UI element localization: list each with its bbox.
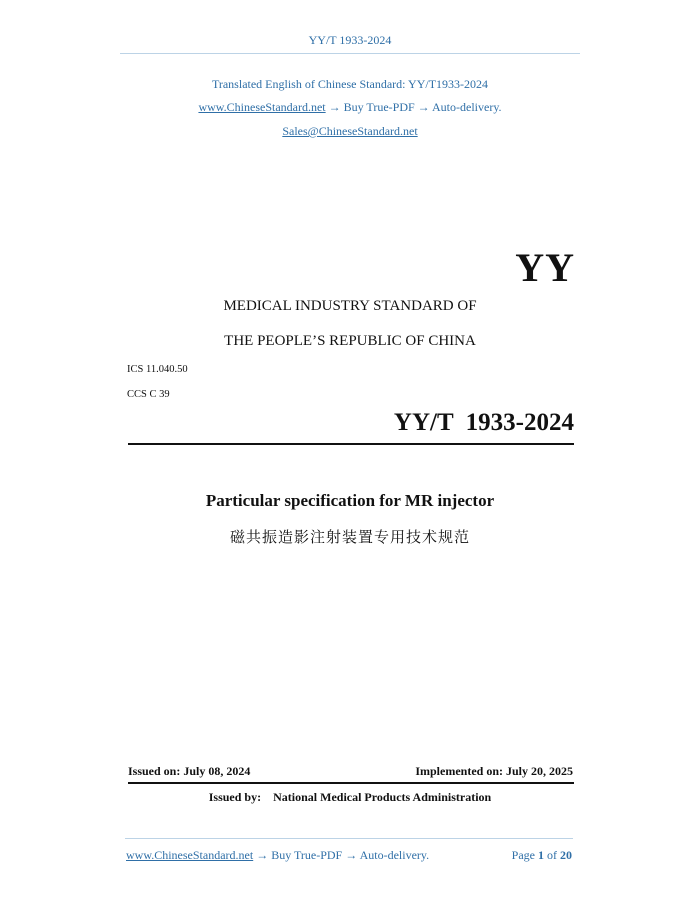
issued-by-label: Issued by: — [208, 790, 262, 804]
page-of: of — [547, 848, 557, 862]
page-label: Page — [511, 848, 535, 862]
header-title: YY/T 1933-2024 — [308, 33, 392, 47]
site-link[interactable]: www.ChineseStandard.net — [198, 100, 326, 114]
footer-site-link[interactable]: www.ChineseStandard.net — [126, 848, 254, 862]
page-indicator — [512, 848, 572, 863]
footer-promo — [126, 848, 429, 863]
dates-divider — [128, 782, 574, 784]
footer-divider — [125, 838, 573, 839]
promo-line — [0, 100, 700, 115]
issued-by — [0, 790, 700, 805]
title-chinese: 磁共振造影注射装置专用技术规范 — [229, 530, 470, 546]
auto-delivery-text: Auto-delivery. — [432, 100, 502, 114]
page-current: 1 — [538, 848, 544, 862]
arrow-icon: → — [417, 100, 430, 114]
issued-on-date: Issued on: July 08, 2024 — [128, 764, 251, 778]
title-english: Particular specification for MR injector — [205, 491, 495, 510]
implemented-on-date: Implemented on: July 20, 2025 — [415, 764, 573, 778]
standard-number: YY/T 1933-2024 — [393, 409, 574, 436]
footer-delivery-text: Auto-delivery. — [359, 848, 430, 862]
arrow-icon: → — [256, 848, 269, 862]
standard-logo: YY — [515, 245, 575, 290]
sales-email-line — [0, 124, 700, 139]
page-total: 20 — [560, 848, 572, 862]
header-divider — [120, 53, 580, 54]
ccs-code: CCS C 39 — [127, 389, 170, 400]
sales-email-link[interactable]: Sales@ChineseStandard.net — [282, 124, 418, 138]
ics-code: ICS 11.040.50 — [127, 364, 188, 375]
buy-pdf-text: Buy True-PDF — [343, 100, 415, 114]
title-divider — [128, 443, 574, 445]
arrow-icon: → — [328, 100, 341, 114]
arrow-icon: → — [345, 848, 358, 862]
translated-notice: Translated English of Chinese Standard: YY/T1933-2024 — [211, 77, 489, 91]
standard-line-2: THE PEOPLE’S REPUBLIC OF CHINA — [224, 333, 476, 349]
issued-by-value: National Medical Products Administration — [273, 790, 492, 804]
footer-buy-text: Buy True-PDF — [271, 848, 343, 862]
standard-line-1: MEDICAL INDUSTRY STANDARD OF — [223, 298, 477, 314]
